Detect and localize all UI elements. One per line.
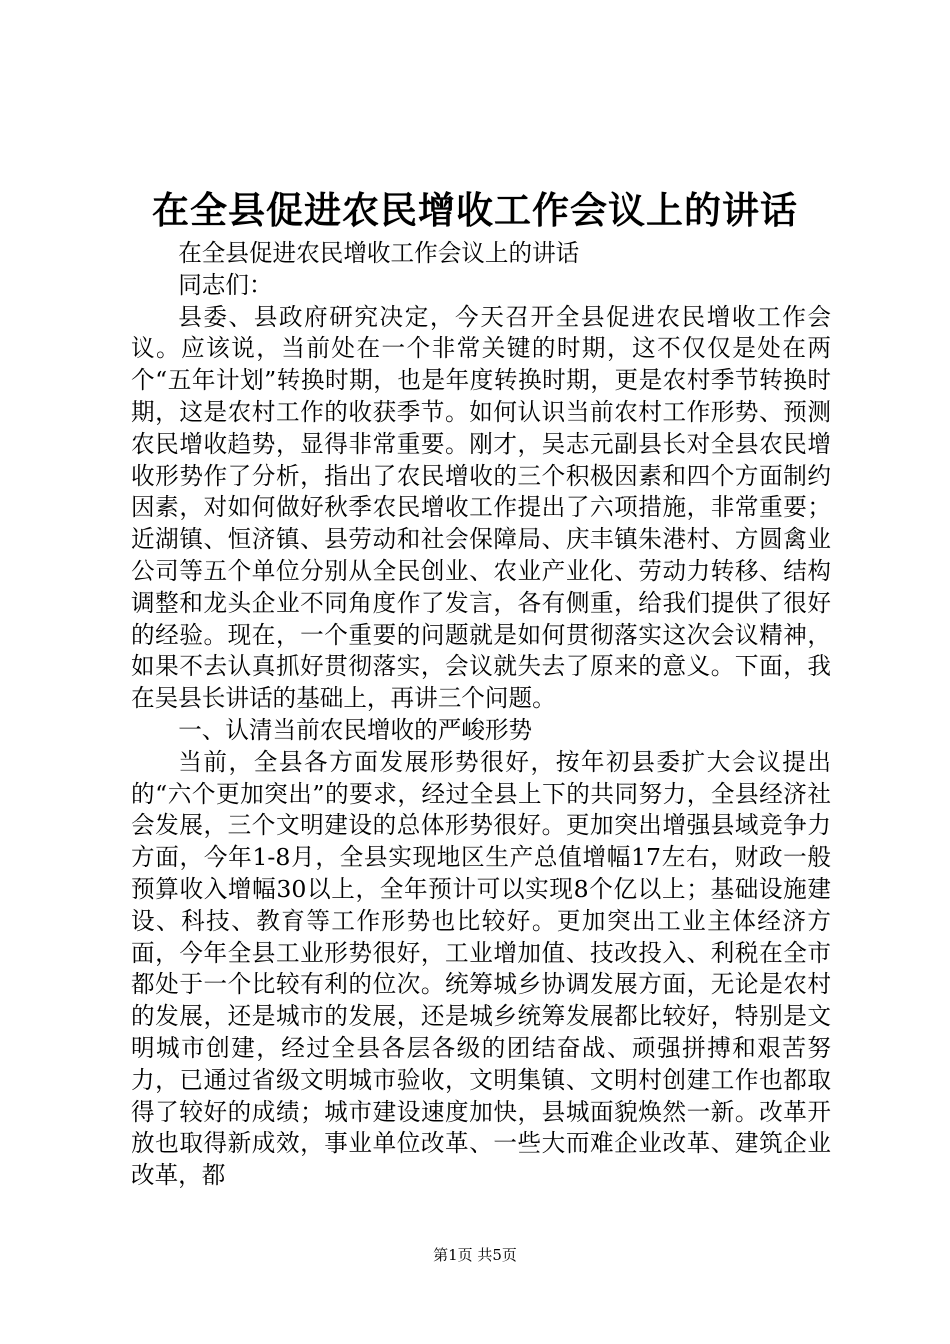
salutation-line: 同志们：: [178, 270, 273, 299]
paragraph-intro: 县委、县政府研究决定，今天召开全县促进农民增收工作会议。应该说，当前处在一个非常关键的时期，这不仅仅是处在两个“五年计划”转换时期，也是年度转换时期，更是农村季节转换时期，这是农村工作的收获季节。如何认识当前农村工作形势、预测农民增收趋势，显得非常重要。刚才，吴志元副县长对全县农民增收形势作了分析，指出了农民增收的三个积极因素和四个方面制约因素，对如何做好秋季农民增收工作提出了六项措施，非常重要；近湖镇、恒济镇、县劳动和社会保障局、庆丰镇朱港村、方圆禽业公司等五个单位分别从全民创业、农业产业化、劳动力转移、结构调整和龙头企业不同角度作了发言，各有侧重，给我们提供了很好的经验。现在，一个重要的问题就是如何贯彻落实这次会议精神，如果不去认真抓好贯彻落实，会议就失去了原来的意义。下面，我在吴县长讲话的基础上，再讲三个问题。: [131, 302, 831, 713]
subtitle-line: 在全县促进农民增收工作会议上的讲话: [178, 239, 580, 267]
page-footer: 第1页 共5页: [433, 1246, 517, 1264]
document-body: [131, 238, 831, 1192]
section-heading-1: 一、认清当前农民增收的严峻形势: [178, 715, 533, 744]
document-title: 在全县促进农民增收工作会议上的讲话: [152, 188, 798, 232]
paragraph-situation: 当前，全县各方面发展形势很好，按年初县委扩大会议提出的“六个更加突出”的要求，经过全县上下的共同努力，全县经济社会发展，三个文明建设的总体形势很好。更加突出增强县域竞争力方面，今年1-8月，全县实现地区生产总值增幅17左右，财政一般预算收入增幅30以上，全年预计可以实现8个亿以上；基础设施建设、科技、教育等工作形势也比较好。更加突出工业主体经济方面，今年全县工业形势很好，工业增加值、技改投入、利税在全市都处于一个比较有利的位次。统筹城乡协调发展方面，无论是农村的发展，还是城市的发展，还是城乡统筹发展都比较好，特别是文明城市创建，经过全县各层各级的团结奋战、顽强拼搏和艰苦努力，已通过省级文明城市验收，文明集镇、文明村创建工作也都取得了较好的成绩；城市建设速度加快，县城面貌焕然一新。改革开放也取得新成效，事业单位改革、一些大而难企业改革、建筑企业改革，都: [131, 747, 831, 1190]
